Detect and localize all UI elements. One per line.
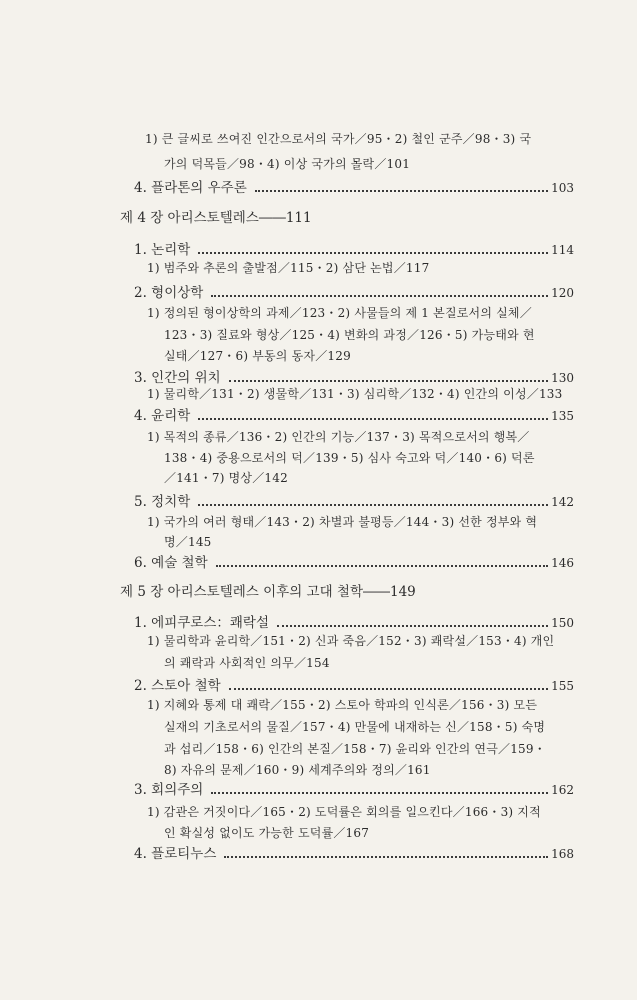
toc-subsection-line: 의 쾌락과 사회적인 의무／154 xyxy=(164,656,330,670)
toc-subsection-line: 실태／127・6) 부동의 동자／129 xyxy=(164,349,351,363)
toc-entry-title: 3. 회의주의 xyxy=(134,782,204,798)
toc-chapter-heading: 제 5 장 아리스토텔레스 이후의 고대 철학――149 xyxy=(120,584,416,600)
toc-page-number: 142 xyxy=(551,495,574,509)
toc-entry xyxy=(134,778,574,798)
toc-subsection-line: 123・3) 질료와 형상／125・4) 변화의 과정／126・5) 가능태와 현 xyxy=(164,328,535,342)
dot-leader xyxy=(255,190,548,192)
toc-subsection-line: 1) 큰 글씨로 쓰여진 인간으로서의 국가／95・2) 철인 군주／98・3) 국 xyxy=(145,132,532,146)
toc-page-number: 155 xyxy=(551,679,574,693)
toc-entry xyxy=(134,674,574,694)
toc-entry-title: 4. 플로티누스 xyxy=(134,846,217,862)
toc-entry xyxy=(134,611,574,631)
toc-subsection-line: 1) 국가의 여러 형태／143・2) 차별과 불평등／144・3) 선한 정부와 혁 xyxy=(147,515,538,529)
toc-subsection-line: 8) 자유의 문제／160・9) 세계주의와 정의／161 xyxy=(164,763,431,777)
toc-entry xyxy=(134,238,574,258)
toc-entry xyxy=(134,490,574,510)
dot-leader xyxy=(229,380,548,382)
toc-page-number: 146 xyxy=(551,556,574,570)
toc-subsection-line: ／141・7) 명상／142 xyxy=(164,471,288,485)
toc-subsection-line: 과 섭리／158・6) 인간의 본질／158・7) 윤리와 인간의 연극／159・ xyxy=(164,742,546,756)
toc-subsection-line: 138・4) 중용으로서의 덕／139・5) 심사 숙고와 덕／140・6) 덕론 xyxy=(164,451,535,465)
toc-entry xyxy=(134,551,574,571)
toc-page-number: 150 xyxy=(551,616,574,630)
toc-entry-title: 2. 형이상학 xyxy=(134,285,204,301)
toc-entry xyxy=(134,366,574,386)
toc-subsection-line: 1) 물리학과 윤리학／151・2) 신과 죽음／152・3) 쾌락설／153・4) 개인 xyxy=(147,634,555,648)
toc-page-number: 114 xyxy=(551,243,574,257)
toc-subsection-line: 1) 목적의 종류／136・2) 인간의 기능／137・3) 목적으로서의 행복／ xyxy=(147,430,530,444)
toc-entry-title: 4. 플라톤의 우주론 xyxy=(134,180,247,196)
toc-page-number: 168 xyxy=(551,847,574,861)
dot-leader xyxy=(198,418,548,420)
toc-entry-title: 6. 예술 철학 xyxy=(134,555,208,571)
toc-subsection-line: 1) 감관은 거짓이다／165・2) 도덕률은 회의를 일으킨다／166・3) 지적 xyxy=(147,805,541,819)
dot-leader xyxy=(216,565,548,567)
toc-page-number: 130 xyxy=(551,371,574,385)
dot-leader xyxy=(229,688,548,690)
toc-entry xyxy=(134,842,574,862)
toc-subsection-line: 명／145 xyxy=(164,535,212,549)
toc-entry-title: 1. 에피쿠로스：쾌락설 xyxy=(134,615,269,631)
dot-leader xyxy=(277,625,548,627)
toc-subsection-line: 가의 덕목들／98・4) 이상 국가의 몰락／101 xyxy=(164,157,411,171)
toc-entry-title: 5. 정치학 xyxy=(134,494,191,510)
toc-subsection-line: 1) 범주와 추론의 출발점／115・2) 삼단 논법／117 xyxy=(147,261,430,275)
dot-leader xyxy=(198,252,548,254)
toc-subsection-line: 실재의 기초로서의 물질／157・4) 만물에 내재하는 신／158・5) 숙명 xyxy=(164,720,546,734)
toc-entry-title: 3. 인간의 위치 xyxy=(134,370,221,386)
toc-subsection-line: 1) 지혜와 통제 대 쾌락／155・2) 스토아 학파의 인식론／156・3) 모든 xyxy=(147,698,538,712)
toc-entry xyxy=(134,404,574,424)
dot-leader xyxy=(198,504,548,506)
toc-chapter-heading: 제 4 장 아리스토텔레스――111 xyxy=(120,210,312,226)
dot-leader xyxy=(211,792,548,794)
dot-leader xyxy=(224,856,548,858)
toc-entry xyxy=(134,176,574,196)
toc-entry-title: 2. 스토아 철학 xyxy=(134,678,221,694)
toc-entry-title: 4. 윤리학 xyxy=(134,408,191,424)
toc-entry xyxy=(134,281,574,301)
toc-subsection-line: 1) 물리학／131・2) 생물학／131・3) 심리학／132・4) 인간의 이성／133 xyxy=(147,387,563,401)
toc-subsection-line: 1) 정의된 형이상학의 과제／123・2) 사물들의 제 1 본질로서의 실체／ xyxy=(147,306,532,320)
toc-page-number: 103 xyxy=(551,181,574,195)
toc-page-number: 162 xyxy=(551,783,574,797)
toc-subsection-line: 인 확실성 없이도 가능한 도덕률／167 xyxy=(164,826,370,840)
toc-entry-title: 1. 논리학 xyxy=(134,242,191,258)
toc-page-number: 120 xyxy=(551,286,574,300)
toc-page-number: 135 xyxy=(551,409,574,423)
dot-leader xyxy=(211,295,548,297)
